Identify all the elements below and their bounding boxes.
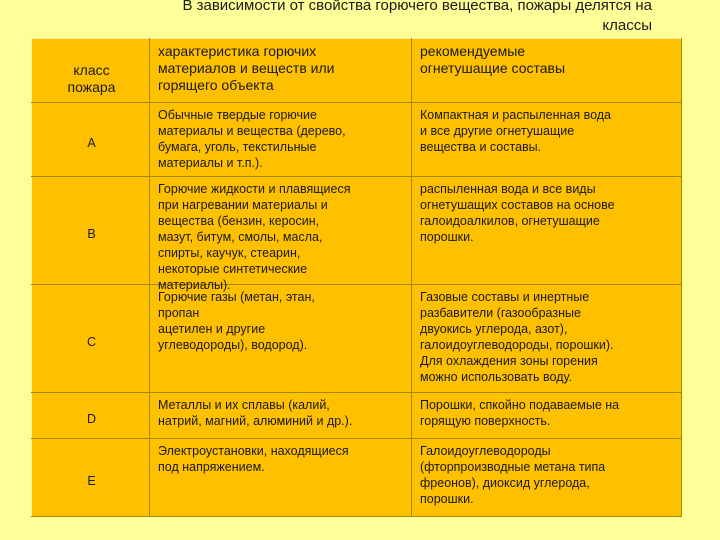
row-agents: Газовые составы и инертные разбавители (газообразные двуокись углерода, азот), галоидоуглеводороды, порошки). Для охлаждения зоны горения можно использовать воду. <box>412 285 682 393</box>
fire-classes-table <box>31 38 682 517</box>
table-row <box>32 393 682 439</box>
row-materials: Электроустановки, находящиеся под напряжением. <box>150 439 412 517</box>
table-row <box>32 103 682 177</box>
row-materials-text: Горючие жидкости и плавящиеся при нагревании материалы и вещества (бензин, керосин, мазут, битум, смолы, масла, спирты, каучук, стеарин, некоторые синтетические материалы). <box>158 182 351 292</box>
header-materials: характеристика горючих материалов и веществ или горящего объекта <box>150 39 412 103</box>
row-materials <box>150 177 412 292</box>
row-class: B <box>32 177 150 285</box>
table-row <box>32 439 682 517</box>
table-header-row <box>32 39 682 103</box>
table-row <box>32 177 682 285</box>
row-materials: Обычные твердые горючие материалы и вещества (дерево, бумага, уголь, текстильные материалы и т.п.). <box>150 103 412 177</box>
row-class: D <box>32 393 150 439</box>
header-agents: рекомендуемые огнетушащие составы <box>412 39 682 103</box>
header-fire-class: класс пожара <box>32 39 150 103</box>
row-agents: Порошки, спкойно подаваемые на горящую поверхность. <box>412 393 682 439</box>
row-materials: Металлы и их сплавы (калий, натрий, магний, алюминий и др.). <box>150 393 412 439</box>
row-class: C <box>32 285 150 393</box>
row-agents: распыленная вода и все виды огнетушащих составов на основе галоидоалкилов, огнетушащие порошки. <box>412 177 682 285</box>
row-materials: Горючие газы (метан, этан, пропан ацетилен и другие углеводороды), водород). <box>150 285 412 393</box>
row-agents: Галоидоуглеводороды (фторпроизводные метана типа фреонов), диоксид углерода, порошки. <box>412 439 682 517</box>
page-title: В зависимости от свойства горючего вещества, пожары делятся на классы <box>182 0 652 34</box>
row-class: E <box>32 439 150 517</box>
row-class: A <box>32 103 150 177</box>
table-row <box>32 285 682 393</box>
row-agents: Компактная и распыленная вода и все другие огнетушащие вещества и составы. <box>412 103 682 177</box>
